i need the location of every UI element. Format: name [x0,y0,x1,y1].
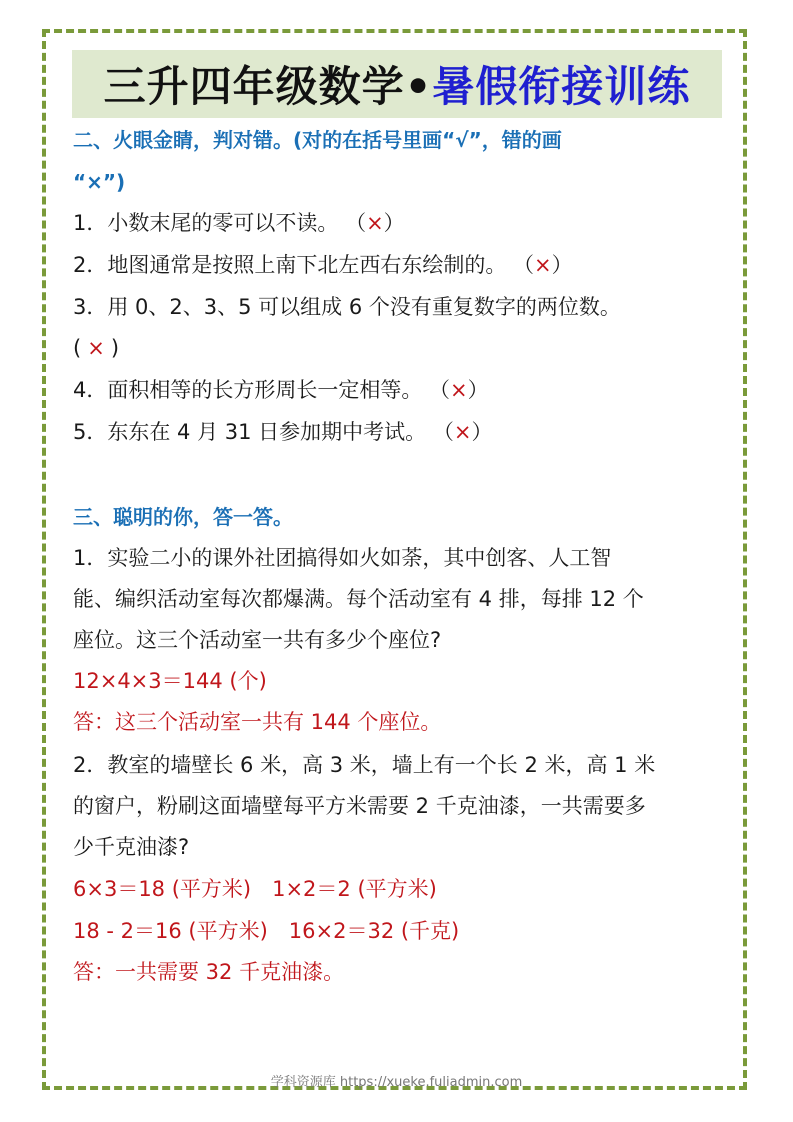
judge-item-4 [73,376,489,404]
q2-line2: 的窗户，粉刷这面墙壁每平方米需要 2 千克油漆，一共需要多 [73,794,646,818]
judge-bracket-close: ） [471,420,493,444]
q2-answer: 答：一共需要 32 千克油漆。 [73,960,345,984]
judge-mark: × [87,336,105,360]
judge-bracket-open: （ [429,378,451,402]
judge-item-3-answer [73,334,119,362]
judge-bracket-close: ） [383,211,405,235]
title-part-blue: 暑假衔接训练 [432,62,691,111]
section2-heading-line1: 二、火眼金睛，判对错。(对的在括号里画“√”，错的画 [73,128,562,152]
judge-item-text: 4．面积相等的长方形周长一定相等。 [73,378,423,402]
judge-bracket-open: （ [432,420,454,444]
judge-item-text: 2．地图通常是按照上南下北左西右东绘制的。 [73,253,507,277]
judge-item-3 [73,293,621,321]
q1-line2: 能、编织活动室每次都爆满。每个活动室有 4 排，每排 12 个 [73,587,644,611]
q1-line1: 1．实验二小的课外社团搞得如火如荼，其中创客、人工智 [73,546,612,570]
judge-bracket-close: ） [467,378,489,402]
judge-mark: × [450,378,468,402]
q2-calculation-1: 6×3＝18 (平方米) 1×2＝2 (平方米) [73,877,437,901]
q1-line3: 座位。这三个活动室一共有多少个座位? [73,628,442,652]
judge-mark: × [453,420,472,444]
judge-item-text: 5．东东在 4 月 31 日参加期中考试。 [73,420,427,444]
judge-item-1 [73,209,405,237]
footer-watermark: 学科资源库 https://xueke.fuliadmin.com [270,1075,523,1090]
judge-item-2 [73,251,573,279]
judge-bracket-open: （ [345,211,367,235]
judge-item-text: 3．用 0、2、3、5 可以组成 6 个没有重复数字的两位数。 [73,295,621,319]
section2-heading-line2: “×”) [73,170,126,194]
q1-answer: 答：这三个活动室一共有 144 个座位。 [73,710,442,734]
q2-calculation-2: 18 - 2＝16 (平方米) 16×2＝32 (千克) [73,919,460,943]
page-title [72,50,722,118]
title-part-black: 三升四年级数学• [103,62,433,111]
judge-bracket-close: ） [551,253,573,277]
judge-mark: × [534,253,552,277]
judge-mark: × [366,211,384,235]
section3-heading: 三、聪明的你，答一答。 [73,505,293,529]
q2-line1: 2．教室的墙壁长 6 米，高 3 米，墙上有一个长 2 米，高 1 米 [73,753,656,777]
q1-calculation: 12×4×3＝144 (个) [73,669,267,693]
judge-item-5 [73,418,492,446]
judge-bracket-open: ( [73,336,82,360]
judge-bracket-close: ) [110,336,120,360]
q2-line3: 少千克油漆? [73,835,190,859]
judge-item-text: 1．小数末尾的零可以不读。 [73,211,339,235]
judge-bracket-open: （ [513,253,535,277]
